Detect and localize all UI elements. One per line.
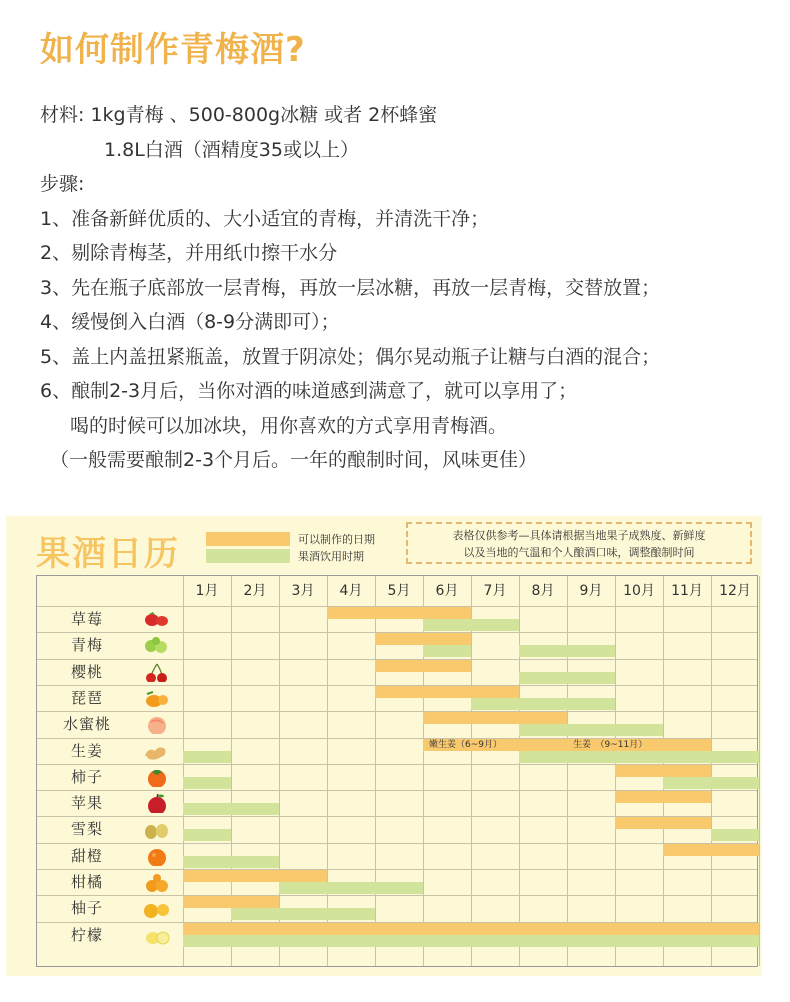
legend-make-swatch	[206, 532, 290, 546]
drink-period-bar	[183, 829, 231, 841]
step-6-continued: 喝的时候可以加冰块，用你喜欢的方式享用青梅酒。	[70, 414, 508, 437]
month-header: 2月	[243, 583, 267, 599]
fruit-row	[37, 632, 183, 658]
make-period-bar	[663, 844, 759, 856]
make-period-bar	[327, 607, 471, 619]
steps-label: 步骤:	[40, 173, 85, 195]
fruit-name: 柑橘	[70, 873, 103, 891]
step-3: 3、先在瓶子底部放一层青梅，再放一层冰糖，再放一层青梅，交替放置；	[40, 276, 661, 299]
drink-period-bar	[423, 619, 519, 631]
fruit-name: 青梅	[70, 636, 103, 655]
fruit-row	[37, 790, 183, 816]
loquat-icon	[143, 688, 171, 712]
materials-line	[40, 98, 770, 133]
fruit-name: 甜橙	[70, 846, 103, 865]
drink-period-bar	[471, 698, 615, 710]
fruit-row	[37, 685, 183, 711]
legend-drink-swatch	[206, 549, 290, 563]
fruit-name: 琵琶	[70, 688, 103, 707]
cherry-icon	[143, 662, 171, 686]
step-2: 2、剔除青梅茎，并用纸巾擦干水分	[40, 242, 338, 264]
calendar-note	[406, 522, 752, 564]
tangerine-icon	[143, 872, 171, 896]
fruit-row	[37, 895, 183, 921]
grid-line-vertical	[471, 576, 472, 966]
drink-period-bar	[183, 803, 279, 815]
page-title: 如何制作青梅酒?	[40, 30, 306, 70]
drink-period-bar	[519, 751, 759, 763]
lemon-icon	[143, 925, 171, 949]
fruit-name: 水蜜桃	[62, 715, 111, 734]
pomelo-icon	[143, 898, 171, 922]
drink-period-bar	[711, 829, 759, 841]
make-period-bar	[183, 870, 327, 882]
make-period-bar	[615, 817, 711, 829]
month-header: 11月	[671, 583, 703, 599]
fruit-row	[37, 711, 183, 737]
fruit-name: 生姜	[70, 741, 103, 760]
fruit-wine-calendar	[6, 516, 762, 976]
make-period-bar	[375, 633, 471, 645]
fruit-name: 苹果	[70, 794, 103, 813]
month-header: 6月	[435, 583, 459, 599]
month-header: 12月	[719, 583, 751, 599]
fruit-row	[37, 922, 183, 948]
make-period-bar	[183, 923, 759, 935]
drink-period-bar	[231, 908, 375, 920]
drink-period-bar	[423, 645, 471, 657]
drink-period-bar	[183, 777, 231, 789]
ginger-period-note: 嫩生姜（6~9月）	[429, 739, 502, 750]
materials-text: 1kg青梅 、500-800g冰糖 或者 2杯蜂蜜	[90, 104, 438, 126]
fruit-row	[37, 869, 183, 895]
step-6: 6、酿制2-3月后，当你对酒的味道感到满意了，就可以享用了；	[40, 380, 578, 402]
drink-period-bar	[183, 935, 759, 947]
make-period-bar	[615, 791, 711, 803]
make-period-bar	[183, 896, 279, 908]
drink-period-bar	[279, 882, 423, 894]
drink-period-bar	[519, 645, 615, 657]
drink-period-bar	[519, 724, 663, 736]
fruit-name: 草莓	[70, 610, 103, 628]
fruit-row	[37, 659, 183, 685]
legend-drink-label: 果酒饮用时期	[298, 550, 364, 563]
fruit-name: 柚子	[70, 899, 103, 918]
apple-icon	[143, 793, 171, 817]
grid-line-vertical	[567, 576, 568, 966]
fruit-row	[37, 816, 183, 842]
materials-line-2: 1.8L白酒（酒精度35或以上）	[104, 138, 359, 161]
pear-icon	[143, 819, 171, 843]
month-header: 4月	[339, 583, 363, 599]
make-period-bar	[423, 712, 567, 724]
make-period-bar	[615, 765, 711, 777]
month-header: 7月	[483, 583, 507, 599]
calendar-note-line-2: 以及当地的气温和个人酿酒口味，调整酿制时间	[463, 546, 695, 559]
fruit-row	[37, 606, 183, 632]
month-header: 9月	[579, 583, 603, 599]
recipe-section	[40, 98, 770, 478]
brewing-note: （一般需要酿制2-3个月后。一年的酿制时间，风味更佳）	[50, 449, 538, 471]
calendar-table	[36, 575, 758, 967]
calendar-title: 果酒日历	[36, 534, 180, 574]
drink-period-bar	[519, 672, 615, 684]
fruit-name: 樱桃	[70, 662, 103, 681]
green-plum-icon	[143, 635, 171, 659]
fruit-name: 柠檬	[70, 925, 103, 944]
grid-line-vertical	[519, 576, 520, 966]
month-header: 3月	[291, 583, 315, 599]
grid-line-vertical	[711, 576, 712, 966]
orange-icon	[143, 846, 171, 870]
month-header: 5月	[387, 583, 411, 599]
strawberry-icon	[143, 609, 171, 633]
calendar-note-line-1: 表格仅供参考—具体请根据当地果子成熟度、新鲜度	[452, 529, 706, 542]
step-5: 5、盖上内盖扭紧瓶盖，放置于阴凉处；偶尔晃动瓶子让糖与白酒的混合；	[40, 345, 661, 368]
fruit-row	[37, 764, 183, 790]
step-1: 1、准备新鲜优质的、大小适宜的青梅，并清洗干净；	[40, 207, 490, 230]
ginger-icon	[143, 741, 171, 765]
materials-label: 材料:	[40, 104, 85, 126]
grid-line-vertical	[759, 576, 760, 966]
ginger-period-note: 生姜 （9~11月）	[573, 739, 648, 750]
peach-icon	[143, 714, 171, 738]
fruit-row	[37, 843, 183, 869]
step-4: 4、缓慢倒入白酒（8-9分满即可）；	[40, 311, 340, 333]
drink-period-bar	[183, 856, 279, 868]
month-header: 1月	[195, 583, 219, 599]
drink-period-bar	[663, 777, 759, 789]
fruit-name: 柿子	[70, 767, 103, 786]
make-period-bar	[375, 660, 471, 672]
drink-period-bar	[183, 751, 231, 763]
month-header: 8月	[531, 583, 555, 599]
fruit-row	[37, 738, 183, 764]
legend-make-label: 可以制作的日期	[298, 533, 375, 546]
make-period-bar	[375, 686, 519, 698]
fruit-name: 雪梨	[70, 820, 103, 839]
month-header: 10月	[623, 583, 655, 599]
persimmon-icon	[143, 767, 171, 791]
